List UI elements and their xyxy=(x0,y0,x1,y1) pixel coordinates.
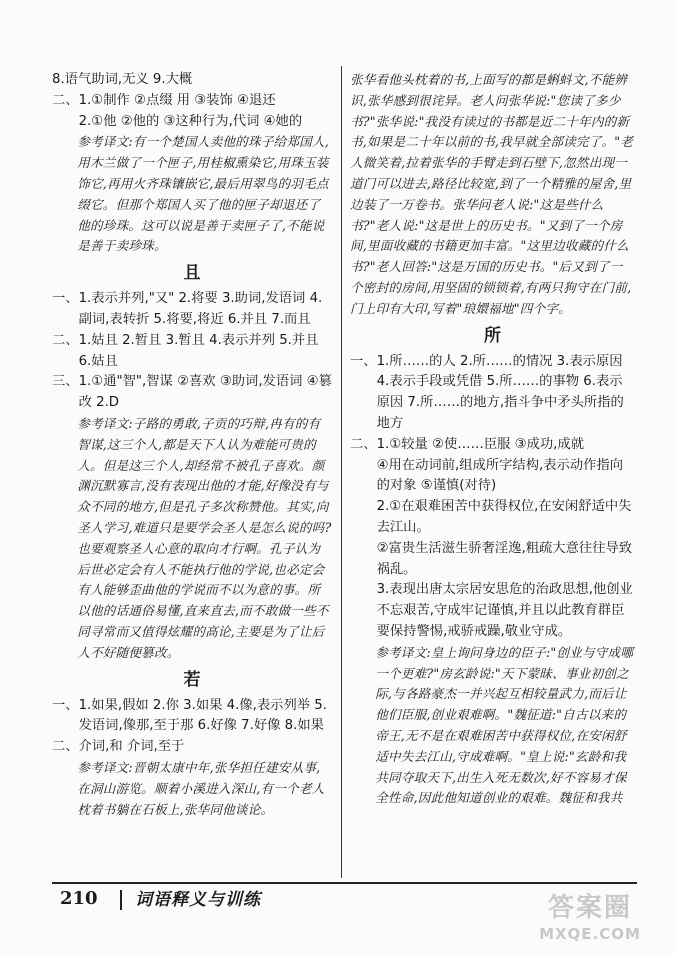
section-heading-qie: 且 xyxy=(183,263,201,284)
translation-paragraph: 张华看他头枕着的书,上面写的都是蝌蚪文,不能辨识,张华感到很诧异。老人问张华说:"您读了多少书?"张华说:"我没有读过的书都是近二十年内的新书,如果是二十年以前的书,我早就全部读完了。"老人微笑着,拉着张华的手臂走到石壁下,忽然出现一道门可以进去,路径比较宽,到了一个精雅的屋舍,里边装了一万卷书。张华问老人说:"这是些什么书?"老人说:"这是世上的历史书。"又到了一个房间,里面收藏的书籍更加丰富。"这里边收藏的什么书?"老人回答:"这是万国的历史书。"后又到了一个密封的房间,用坚固的锁锁着,有两只狗守在门前,门上印有大印,写着"琅嬛福地"四个字。 xyxy=(350,72,634,316)
answer-line: 二、1.①制作 ②点缀 用 ③装饰 ④退还 xyxy=(52,92,276,108)
answer-line: ④用在动词前,组成所字结构,表示动作指向的对象 ⑤谨慎(对待) xyxy=(376,457,624,494)
answer-line: 一、1.表示并列,"又" 2.将要 3.助词,发语词 4.副词,表转折 5.将要,将近 6.并且 7.而且 xyxy=(52,291,323,327)
answer-line: 2.①他 ②他的 ③这种行为,代词 ④她的 xyxy=(78,113,303,129)
section-heading-suo: 所 xyxy=(484,325,501,346)
section-heading-ruo: 若 xyxy=(183,669,201,690)
answer-line: 2.①在艰难困苦中获得权位,在安闲舒适中失去江山。 xyxy=(376,499,632,535)
watermark-url: MXQE.COM xyxy=(539,925,641,943)
answer-line: 8.语气助词,无义 9.大概 xyxy=(52,72,193,87)
answer-line: 3.表现出唐太宗居安思危的治政思想,他创业不忘艰苦,守成牢记谨慎,并且以此教育群臣要保持警惕,戒骄戒躁,敬业守成。 xyxy=(376,582,633,639)
answer-line: 二、1.①较量 ②使……臣服 ③成功,成就 xyxy=(350,436,584,452)
answer-line: 二、1.姑且 2.暂且 3.暂且 4.表示并列 5.并且 6.姑且 xyxy=(52,332,319,369)
answer-line: 二、介词,和 介词,至于 xyxy=(52,739,185,755)
column-divider xyxy=(341,66,342,878)
translation-paragraph: 参考译文:有一个楚国人卖他的珠子给郑国人,用木兰做了一个匣子,用桂椒熏染它,用珠玉装饰它,再用火齐珠镶嵌它,最后用翠鸟的羽毛点缀它。但那个郑国人买了他的匣子却退还了他的珍珠。这可以说是善于卖匣子了,不能说是善于卖珍珠。 xyxy=(77,134,329,254)
page-number: 210 xyxy=(60,888,98,909)
right-column xyxy=(350,70,635,809)
answer-line: 一、1.所……的人 2.所……的情况 3.表示原因 4.表示手段或凭借 5.所……的事物 6.表示原因 7.所……的地方,指斗争中矛头所指的地方 xyxy=(350,353,624,431)
answer-line: 一、1.如果,假如 2.你 3.如果 4.像,表示列举 5.发语词,像那,至于那 6.好像 7.好像 8.如果 xyxy=(52,697,327,734)
translation-paragraph: 参考译文:皇上询问身边的臣子:"创业与守成哪一个更难?"房玄龄说:"天下蒙昧、事业初创之际,与各路豪杰一并兴起互相较量武力,而后让他们臣服,创业艰难啊。"魏征道:"自古以来的帝王,无不是在艰难困苦中获得权位,在安闲舒适中失去江山,守成难啊。"皇上说:"玄龄和我共同夺取天下,出生入死无数次,好不容易才保全性命,因此他知道创业的艰难。魏征和我共 xyxy=(375,644,634,806)
book-title: 词语释义与训练 xyxy=(135,890,261,910)
answer-line: ②富贵生活滋生骄奢淫逸,粗疏大意往往导致祸乱。 xyxy=(376,540,633,577)
left-column xyxy=(52,70,332,820)
footer-separator xyxy=(120,890,122,910)
watermark-logo xyxy=(525,892,655,950)
answer-line: 三、1.①通"智",智谋 ②喜欢 ③助词,发语词 ④篡改 2.D xyxy=(52,374,332,411)
footer-rule xyxy=(52,882,637,884)
translation-paragraph: 参考译文:晋朝太康中年,张华担任建安从事,在洞山游览。顺着小溪进入深山,有一个老人枕着书躺在石板上,张华同他谈论。 xyxy=(77,759,325,817)
translation-paragraph: 参考译文:子路的勇敢,子贡的巧辩,冉有的有智谋,这三个人,都是天下人认为难能可贵的人。但是这三个人,却经常不被孔子喜欢。颜渊沉默寡言,没有表现出他的才能,好像没有与众不同的地方,但是孔子多次称赞他。其实,向圣人学习,难道只是要学会圣人是怎么说的吗?也要观察圣人心意的取向才行啊。孔子认为后世必定会有人不能执行他的学说,也必定会有人能够歪曲他的学说而不以为意的事。所以他的话通俗易懂,直来直去,而不敢做一些不同寻常而又值得炫耀的高论,主要是为了让后人不好随便篡改。 xyxy=(77,415,332,660)
watermark-text: 答案圈 xyxy=(547,893,632,923)
